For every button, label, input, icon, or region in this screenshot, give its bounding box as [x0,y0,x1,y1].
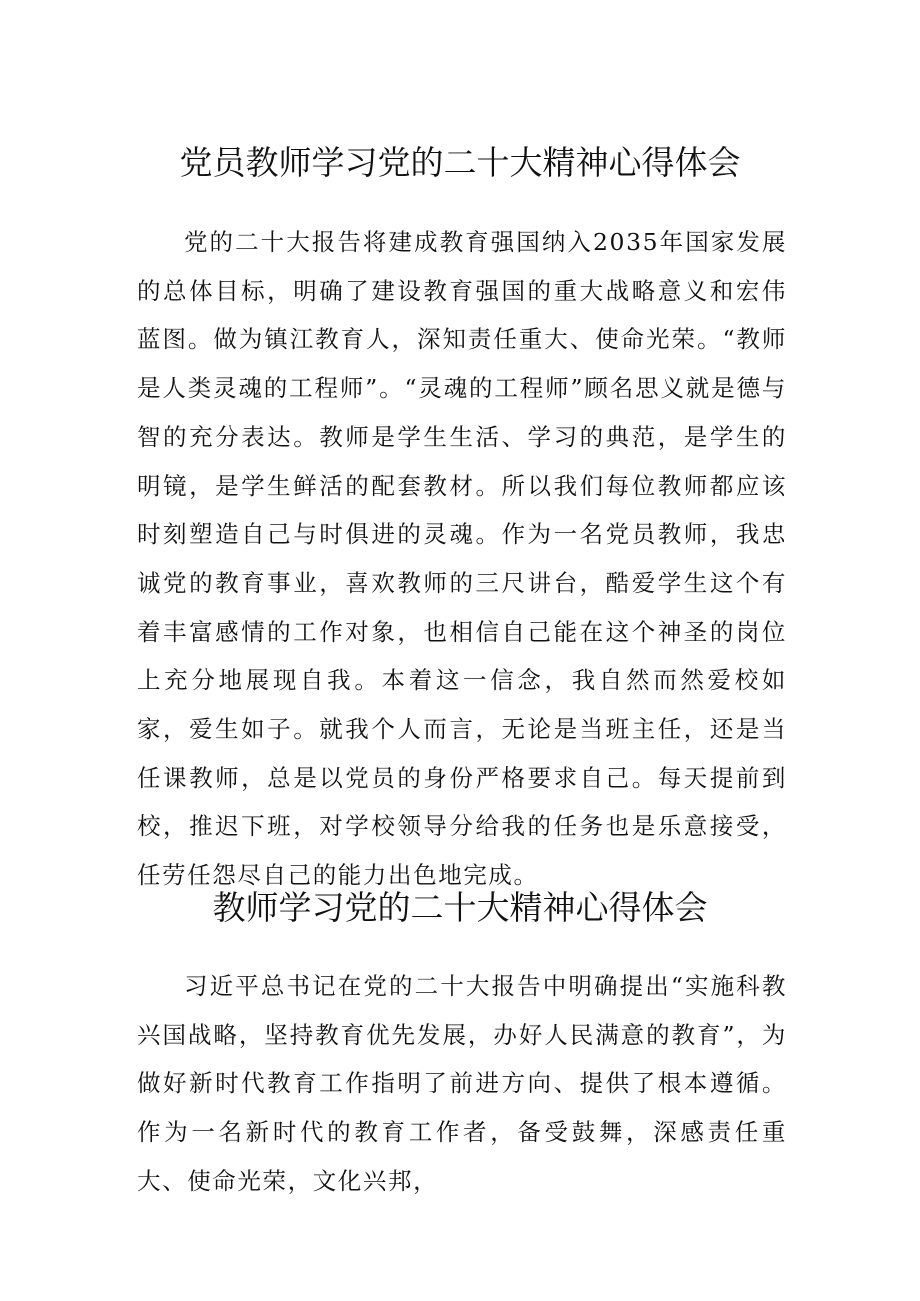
section-1-paragraph: 党的二十大报告将建成教育强国纳入2035年国家发展的总体目标，明确了建设教育强国的重大战略意义和宏伟蓝图。做为镇江教育人，深知责任重大、使命光荣。“教师是人类灵魂的工程师”。“灵魂的工程师”顾名思义就是德与智的充分表达。教师是学生生活、学习的典范，是学生的明镜，是学生鲜活的配套教材。所以我们每位教师都应该时刻塑造自己与时俱进的灵魂。作为一名党员教师，我忠诚党的教育事业，喜欢教师的三尺讲台，酷爱学生这个有着丰富感情的工作对象，也相信自己能在这个神圣的岗位上充分地展现自我。本着这一信念，我自然而然爱校如家，爱生如子。就我个人而言，无论是当班主任，还是当任课教师，总是以党员的身份严格要求自己。每天提前到校，推迟下班，对学校领导分给我的任务也是乐意接受，任劳任怨尽自己的能力出色地完成。 [137,228,787,890]
section-1-title: 党员教师学习党的二十大精神心得体会 [179,143,741,182]
section-2-title: 教师学习党的二十大精神心得体会 [212,888,708,927]
section-2-paragraph: 习近平总书记在党的二十大报告中明确提出“实施科教兴国战略，坚持教育优先发展，办好人民满意的教育”，为做好新时代教育工作指明了前进方向、提供了根本遵循。作为一名新时代的教育工作者，备受鼓舞，深感责任重大、使命光荣，文化兴邦， [137,972,787,1195]
